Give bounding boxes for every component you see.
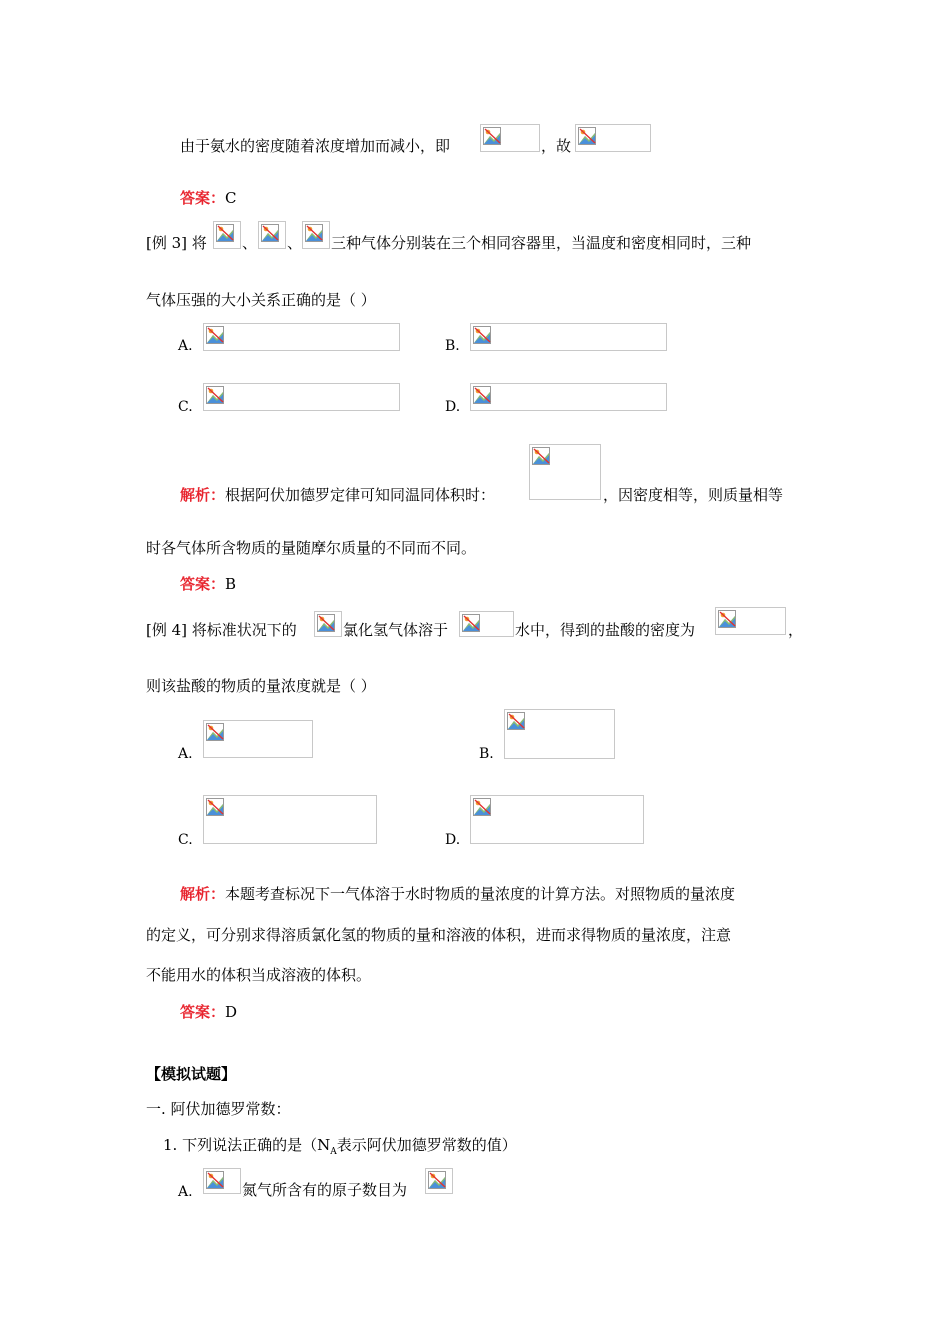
option-d-image [470, 795, 644, 844]
option-d-image [470, 383, 667, 411]
text: 根据阿伏加德罗定律可知同温同体积时： [225, 486, 496, 504]
text: 由于氨水的密度随着浓度增加而减小，即 [180, 137, 451, 155]
broken-image-icon [578, 127, 596, 145]
text: 水中，得到的盐酸的密度为 [515, 621, 696, 639]
ex4-analysis [180, 884, 735, 904]
text: 、 [242, 234, 258, 252]
option-label: A. [178, 746, 193, 762]
analysis-label: 解析： [180, 885, 226, 903]
text: 氯化氢气体溶于 [343, 621, 449, 639]
option-label: A. [178, 338, 193, 354]
option-label: D. [445, 399, 461, 415]
formula-image [480, 124, 540, 152]
text: ， [788, 621, 804, 639]
formula-image [213, 221, 241, 249]
broken-image-icon [206, 1171, 224, 1189]
text: 氮气所含有的原子数目为 [242, 1181, 408, 1199]
broken-image-icon [428, 1171, 446, 1189]
option-a-image [203, 720, 313, 758]
broken-image-icon [473, 326, 491, 344]
intro-answer [180, 188, 237, 208]
formula-image [715, 607, 786, 635]
formula-image [575, 124, 651, 152]
text: ，因密度相等，则质量相等 [603, 486, 784, 504]
option-a-image [203, 323, 400, 351]
text: 本题考查标况下一气体溶于水时物质的量浓度的计算方法。对照物质的量浓度 [225, 885, 736, 903]
formula-image [258, 221, 286, 249]
ex3-analysis [180, 485, 495, 505]
formula-image [314, 611, 342, 637]
text: 1. 下列说法正确的是（N [163, 1136, 331, 1154]
broken-image-icon [206, 723, 224, 741]
text: 、 [287, 234, 303, 252]
broken-image-icon [507, 712, 525, 730]
text: 的定义，可分别求得溶质氯化氢的物质的量和溶液的体积，进而求得物质的量浓度，注意 [146, 926, 732, 944]
option-label: C. [178, 832, 193, 848]
broken-image-icon [206, 326, 224, 344]
ex3-question: 气体压强的大小关系正确的是（ ） [146, 291, 376, 309]
text: 时各气体所含物质的量随摩尔质量的不同而不同。 [146, 539, 477, 557]
formula-image [529, 444, 601, 500]
option-label: A. [178, 1184, 193, 1200]
answer-label: 答案： [180, 1003, 226, 1021]
option-c-image [203, 795, 377, 844]
text: 不能用水的体积当成溶液的体积。 [146, 966, 372, 984]
broken-image-icon [206, 798, 224, 816]
option-label: B. [479, 746, 494, 762]
subscript: A [330, 1147, 337, 1157]
option-b-image [470, 323, 667, 351]
broken-image-icon [462, 614, 480, 632]
broken-image-icon [483, 127, 501, 145]
text: 三种气体分别装在三个相同容器里，当温度和密度相同时，三种 [331, 234, 752, 252]
broken-image-icon [305, 224, 323, 242]
ex3-answer [180, 574, 236, 594]
question-1 [163, 1135, 517, 1162]
section-title: 一. 阿伏加德罗常数： [146, 1100, 291, 1118]
formula-image [425, 1168, 453, 1194]
text: ，故 [541, 137, 572, 155]
broken-image-icon [216, 224, 234, 242]
ex4-answer [180, 1002, 237, 1022]
broken-image-icon [206, 386, 224, 404]
text: 表示阿伏加德罗常数的值） [336, 1136, 517, 1154]
formula-image [302, 221, 330, 249]
answer-label: 答案： [180, 189, 226, 207]
intro-line [180, 136, 450, 156]
answer-value: B [225, 575, 237, 593]
answer-value: C [225, 189, 237, 207]
formula-image [203, 1168, 241, 1194]
answer-value: D [225, 1003, 238, 1021]
ex4-lead: [例 4] 将标准状况下的 [146, 621, 297, 639]
ex3-lead: [例 3] 将 [146, 234, 207, 252]
broken-image-icon [473, 386, 491, 404]
formula-image [459, 611, 514, 637]
broken-image-icon [532, 447, 550, 465]
broken-image-icon [317, 614, 335, 632]
section-heading: 【模拟试题】 [146, 1065, 237, 1083]
option-c-image [203, 383, 400, 411]
option-label: D. [445, 832, 461, 848]
ex4-question: 则该盐酸的物质的量浓度就是（ ） [146, 677, 376, 695]
analysis-label: 解析： [180, 486, 226, 504]
option-label: B. [445, 338, 460, 354]
answer-label: 答案： [180, 575, 226, 593]
broken-image-icon [261, 224, 279, 242]
broken-image-icon [718, 610, 736, 628]
option-b-image [504, 709, 615, 759]
option-label: C. [178, 399, 193, 415]
broken-image-icon [473, 798, 491, 816]
